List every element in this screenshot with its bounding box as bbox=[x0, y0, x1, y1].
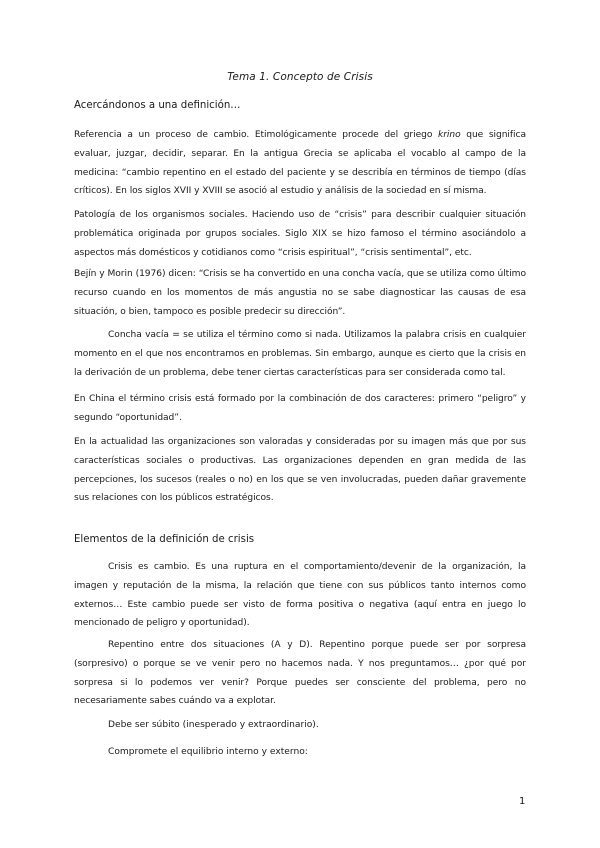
paragraph-crisis-change-text: Crisis es cambio. Es una ruptura en el comportamiento/devenir de la organización, la imagen y reputación de la misma, la relación que tiene con sus públicos tanto internos como externos… Este cambio puede ser visto de forma positiva o negativa (aquí entra en juego lo mencionado de peligro y oportunidad). bbox=[74, 562, 526, 629]
paragraph-etymology-part-b: que significa evaluar, juzgar, decidir, separar. En la antigua Grecia se aplicaba el vocablo al campo de la medicina: “cambio repentino en el estado del paciente y se describía en términos de tiempo (días críticos). En los siglos XVII y XVIII se asoció al estudio y análisis de la sociedad en sí misma. bbox=[74, 130, 527, 197]
page-number: 1 bbox=[519, 796, 526, 807]
krino-term: krino bbox=[438, 130, 461, 140]
section-heading-definition: Acercándonos a una definición… bbox=[74, 100, 241, 111]
paragraph-empty-shell bbox=[74, 326, 526, 382]
paragraph-empty-shell-text: Concha vacía = se utiliza el término como si nada. Utilizamos la palabra crisis en cualquier momento en el que nos encontramos en problemas. Sin embargo, aunque es cierto que la crisis en la derivación de un problema, debe tener ciertas características para ser considerada como tal. bbox=[74, 330, 526, 378]
paragraph-social-pathology: Patología de los organismos sociales. Haciendo uso de “crisis” para describir cualquier situación problemática originada por grupos sociales. Siglo XIX se hizo famoso el término asociándolo a aspectos más domésticos y cotidianos como “crisis espiritual”, “crisis sentimental”, etc. bbox=[74, 210, 526, 258]
paragraph-sudden-text: Repentino entre dos situaciones (A y D). Repentino porque puede ser por sorpresa (sorpresivo) o porque se ve venir pero no hacemos nada. Y nos preguntamos… ¿por qué por sorpresa si lo podemos ver venir? Porque puedes ser consciente del problema, pero no necesariamente sabes cuándo va a explotar. bbox=[74, 640, 526, 707]
document-title: Tema 1. Concepto de Crisis bbox=[227, 71, 373, 83]
paragraph-china: En China el término crisis está formado por la combinación de dos caracteres: primero “peligro” y segundo “oportunidad”. bbox=[74, 394, 526, 423]
paragraph-etymology bbox=[74, 126, 526, 201]
paragraph-equilibrium: Compromete el equilibrio interno y externo: bbox=[108, 747, 308, 757]
paragraph-organizations: En la actualidad las organizaciones son valoradas y consideradas por su imagen más que por sus características sociales o productivas. Las organizaciones dependen en gran medida de las percepciones, los sucesos (reales o no) en los que se ven involucradas, pueden dañar gravemente sus relaciones con los públicos estratégicos. bbox=[74, 437, 526, 504]
paragraph-crisis-change bbox=[74, 558, 526, 633]
paragraph-etymology-part-a: Referencia a un proceso de cambio. Etimológicamente procede del griego bbox=[74, 130, 438, 140]
paragraph-bejin-morin: Bejín y Morin (1976) dicen: “Crisis se ha convertido en una concha vacía, que se utiliza como último recurso cuando en los momentos de más angustia no se sabe diagnosticar las causas de esa situación, o bien, tampoco es posible predecir su dirección”. bbox=[74, 269, 526, 317]
paragraph-subito: Debe ser súbito (inesperado y extraordinario). bbox=[108, 720, 319, 730]
section-heading-elements: Elementos de la definición de crisis bbox=[74, 534, 255, 545]
paragraph-sudden bbox=[74, 636, 526, 711]
